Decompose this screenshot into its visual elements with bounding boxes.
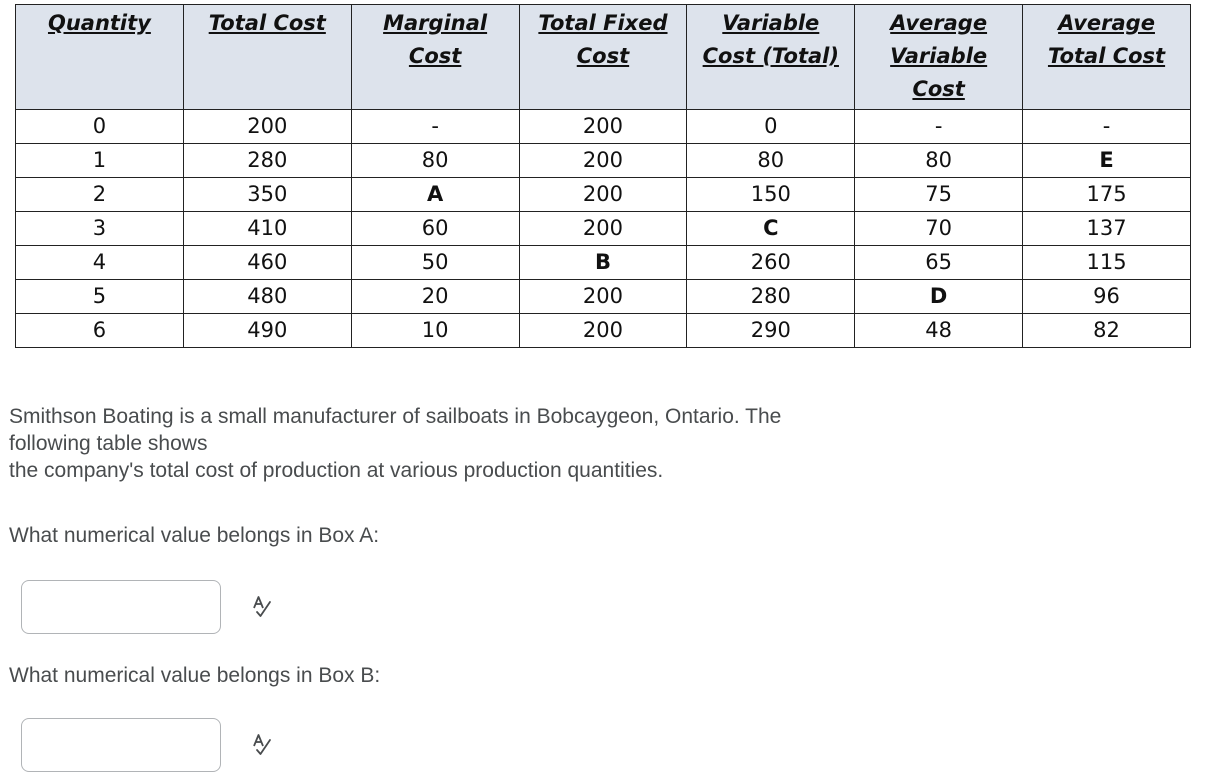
table-cell: 350	[183, 178, 351, 212]
table-cell: A	[351, 178, 519, 212]
table-cell: 480	[183, 280, 351, 314]
question-box-b: What numerical value belongs in Box B:	[9, 664, 381, 687]
table-row	[16, 314, 1191, 348]
header-total-cost: Total Cost	[183, 5, 351, 110]
table-cell: -	[1023, 110, 1191, 144]
table-row	[16, 110, 1191, 144]
table-cell: 280	[183, 144, 351, 178]
spellcheck-icon[interactable]	[248, 593, 274, 619]
table-row	[16, 178, 1191, 212]
table-cell: 65	[855, 246, 1023, 280]
table-cell: 96	[1023, 280, 1191, 314]
header-average-total-cost: Average Total Cost	[1023, 5, 1191, 110]
table-cell: 60	[351, 212, 519, 246]
table-cell: 82	[1023, 314, 1191, 348]
table-cell: C	[687, 212, 855, 246]
table-cell: 200	[519, 280, 687, 314]
table-cell: 4	[16, 246, 184, 280]
header-marginal-cost: Marginal Cost	[351, 5, 519, 110]
box-a-answer-input[interactable]	[21, 580, 221, 634]
table-cell: -	[855, 110, 1023, 144]
table-cell: 75	[855, 178, 1023, 212]
table-row	[16, 246, 1191, 280]
table-cell: 48	[855, 314, 1023, 348]
table-cell: 290	[687, 314, 855, 348]
question-intro	[9, 403, 989, 484]
table-header-row	[16, 5, 1191, 110]
table-cell: 460	[183, 246, 351, 280]
table-body	[16, 110, 1191, 348]
table-cell: 80	[351, 144, 519, 178]
header-quantity: Quantity	[16, 5, 184, 110]
table-cell: 175	[1023, 178, 1191, 212]
table-cell: 20	[351, 280, 519, 314]
table-cell: 0	[16, 110, 184, 144]
table-cell: B	[519, 246, 687, 280]
table-cell: 1	[16, 144, 184, 178]
table-cell: 200	[519, 144, 687, 178]
cost-table	[15, 4, 1191, 348]
table-cell: 280	[687, 280, 855, 314]
header-average-variable-cost: Average Variable Cost	[855, 5, 1023, 110]
table-cell: 6	[16, 314, 184, 348]
table-row	[16, 280, 1191, 314]
table-cell: E	[1023, 144, 1191, 178]
table-cell: 80	[855, 144, 1023, 178]
spellcheck-icon[interactable]	[248, 731, 274, 757]
header-total-fixed-cost: Total Fixed Cost	[519, 5, 687, 110]
question-box-a: What numerical value belongs in Box A:	[9, 524, 380, 547]
table-cell: 3	[16, 212, 184, 246]
table-cell: 490	[183, 314, 351, 348]
table-row	[16, 212, 1191, 246]
table-cell: -	[351, 110, 519, 144]
table-cell: 200	[183, 110, 351, 144]
table-cell: 200	[519, 110, 687, 144]
intro-line: the company's total cost of production at various production quantities.	[9, 459, 664, 482]
table-cell: 150	[687, 178, 855, 212]
table-cell: 115	[1023, 246, 1191, 280]
table-cell: 0	[687, 110, 855, 144]
table-cell: 200	[519, 178, 687, 212]
table-cell: 200	[519, 314, 687, 348]
table-cell: 2	[16, 178, 184, 212]
table-cell: 50	[351, 246, 519, 280]
intro-line: following table shows	[9, 432, 208, 455]
table-cell: 260	[687, 246, 855, 280]
table-cell: 70	[855, 212, 1023, 246]
table-cell: D	[855, 280, 1023, 314]
box-b-answer-input[interactable]	[21, 718, 221, 772]
table-cell: 200	[519, 212, 687, 246]
table-cell: 10	[351, 314, 519, 348]
intro-line: Smithson Boating is a small manufacturer of sailboats in Bobcaygeon, Ontario. The	[9, 405, 782, 428]
table-cell: 5	[16, 280, 184, 314]
table-cell: 80	[687, 144, 855, 178]
table-row	[16, 144, 1191, 178]
header-variable-cost: Variable Cost (Total)	[687, 5, 855, 110]
table-cell: 137	[1023, 212, 1191, 246]
table-cell: 410	[183, 212, 351, 246]
